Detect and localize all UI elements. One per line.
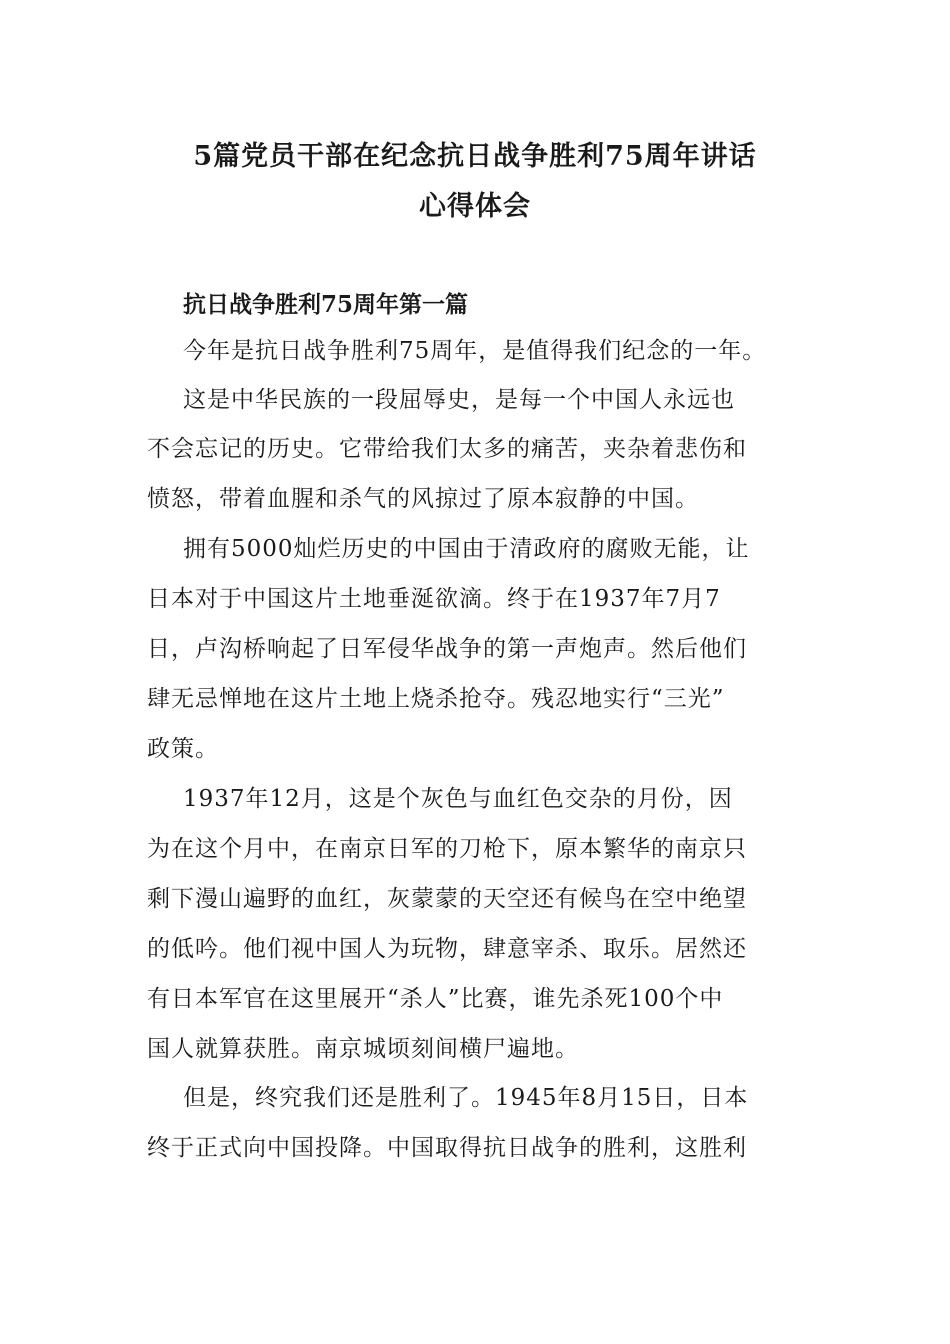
- paragraph-line: 今年是抗日战争胜利75周年，是值得我们纪念的一年。: [183, 338, 767, 364]
- paragraph-line: 愤怒，带着血腥和杀气的风掠过了原本寂静的中国。: [147, 486, 699, 512]
- paragraph-line: 日本对于中国这片土地垂涎欲滴。终于在1937年7月7: [147, 586, 721, 612]
- paragraph-line: 1937年12月，这是个灰色与血红色交杂的月份，因: [183, 786, 733, 812]
- paragraph-line: 的低吟。他们视中国人为玩物，肆意宰杀、取乐。居然还: [147, 936, 747, 962]
- paragraph-line: 肆无忌惮地在这片土地上烧杀抢夺。残忍地实行“三光”: [147, 686, 725, 712]
- paragraph-line: 这是中华民族的一段屈辱史，是每一个中国人永远也: [183, 387, 735, 413]
- paragraph-line: 国人就算获胜。南京城顷刻间横尸遍地。: [147, 1036, 579, 1062]
- paragraph-line: 日，卢沟桥响起了日军侵华战争的第一声炮声。然后他们: [147, 636, 747, 662]
- paragraph-line: 剩下漫山遍野的血红，灰蒙蒙的天空还有候鸟在空中绝望: [147, 886, 747, 912]
- document-title-line-2: 心得体会: [419, 191, 531, 222]
- document-title-line-1: 5篇党员干部在纪念抗日战争胜利75周年讲话: [193, 141, 757, 172]
- paragraph-line: 拥有5000灿烂历史的中国由于清政府的腐败无能，让: [183, 536, 750, 562]
- section-heading: 抗日战争胜利75周年第一篇: [183, 291, 469, 318]
- paragraph-line: 有日本军官在这里展开“杀人”比赛，谁先杀死100个中: [147, 986, 724, 1012]
- paragraph-line: 政策。: [147, 736, 219, 762]
- paragraph-line: 为在这个月中，在南京日军的刀枪下，原本繁华的南京只: [147, 836, 747, 862]
- paragraph-line: 但是，终究我们还是胜利了。1945年8月15日，日本: [183, 1085, 749, 1111]
- paragraph-line: 不会忘记的历史。它带给我们太多的痛苦，夹杂着悲伤和: [147, 436, 747, 462]
- paragraph-line: 终于正式向中国投降。中国取得抗日战争的胜利，这胜利: [147, 1135, 747, 1161]
